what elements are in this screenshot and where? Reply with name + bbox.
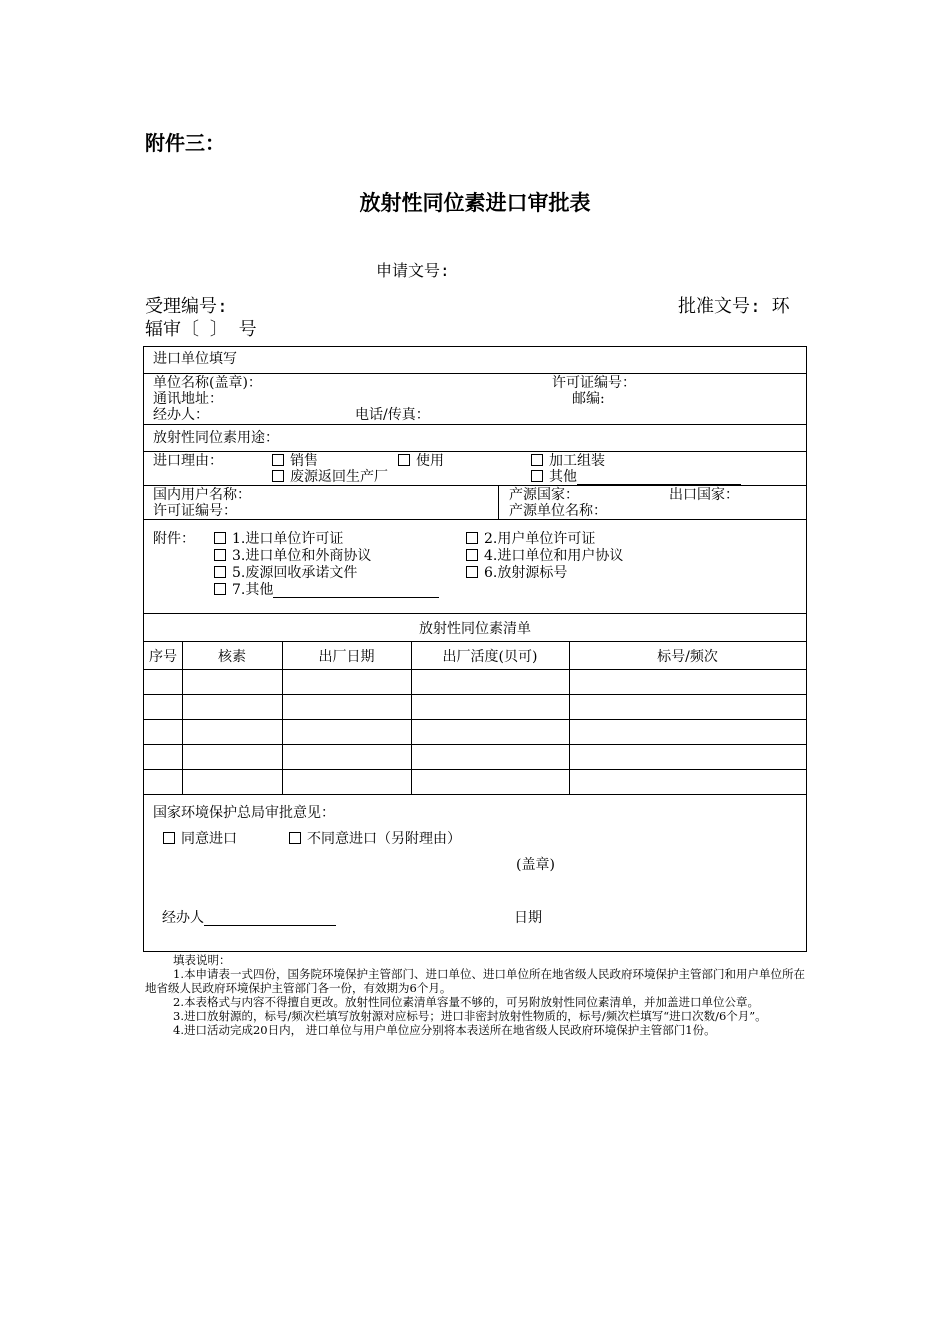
license-number-field[interactable]: 许可证编号：	[552, 375, 636, 391]
attachment-item[interactable]: 6.放射源标号	[466, 565, 567, 581]
domestic-user-field[interactable]: 国内用户名称：	[153, 487, 251, 503]
attachment-item[interactable]: 5.废源回收承诺文件	[214, 565, 357, 581]
checkbox-icon[interactable]	[531, 470, 543, 482]
handler-field[interactable]: 经办人：	[153, 407, 209, 423]
note-item: 4.进口活动完成20日内， 进口单位与用户单位应分别将本表送所在地省级人民政府环境保护主管部门1份。	[173, 1023, 716, 1037]
note-item: 1.本申请表一式四份，国务院环境保护主管部门、进口单位、进口单位所在地省级人民政府环境保护主管部门和用户单位所在地省级人民政府环境保护主管部门各一份，有效期为6个月。	[145, 967, 805, 995]
checkbox-icon[interactable]	[214, 549, 226, 561]
reason-option-sale[interactable]: 销售	[272, 453, 318, 469]
origin-country-field[interactable]: 产源国家：	[509, 487, 579, 503]
attachments-label: 附件：	[153, 531, 195, 547]
application-number-label: 申请文号:	[376, 261, 450, 280]
address-field[interactable]: 通讯地址：	[153, 391, 223, 407]
attachment-label: 附件三：	[145, 131, 225, 155]
checkbox-icon[interactable]	[272, 470, 284, 482]
postcode-field[interactable]: 邮编:	[572, 391, 605, 407]
acceptance-number-label: 受理编号:	[145, 296, 228, 317]
attachment-item[interactable]: 4.进口单位和用户协议	[466, 548, 623, 564]
checkbox-icon[interactable]	[531, 454, 543, 466]
checkbox-icon[interactable]	[214, 583, 226, 595]
disagree-option[interactable]: 不同意进口（另附理由）	[289, 831, 461, 847]
reason-label: 进口理由：	[153, 453, 223, 469]
filling-notes	[145, 953, 807, 1037]
approval-handler-field[interactable]: 经办人	[162, 910, 336, 926]
isotope-list-title: 放射性同位素清单	[419, 621, 531, 637]
agree-option[interactable]: 同意进口	[163, 831, 237, 847]
checkbox-icon[interactable]	[466, 549, 478, 561]
checkbox-icon[interactable]	[214, 566, 226, 578]
note-item: 2.本表格式与内容不得擅自更改。放射性同位素清单容量不够的，可另附放射性同位素清单，并加盖进口单位公章。	[173, 995, 759, 1009]
approval-opinion-label: 国家环境保护总局审批意见：	[153, 805, 335, 821]
attachment-item[interactable]: 3.进口单位和外商协议	[214, 548, 371, 564]
approval-number-label: 批准文号: 环	[678, 296, 790, 317]
radiation-review-label: 辐审〔 〕 号	[145, 319, 257, 340]
reason-option-other[interactable]: 其他	[531, 469, 741, 485]
column-header: 标号/频次	[657, 649, 718, 665]
checkbox-icon[interactable]	[466, 532, 478, 544]
checkbox-icon[interactable]	[289, 832, 301, 844]
checkbox-icon[interactable]	[163, 832, 175, 844]
attachment-item[interactable]: 1.进口单位许可证	[214, 531, 343, 547]
notes-title: 填表说明：	[173, 953, 231, 967]
attachment-item[interactable]: 7.其他	[214, 582, 439, 598]
column-header: 核素	[218, 649, 246, 665]
checkbox-icon[interactable]	[466, 566, 478, 578]
origin-unit-field[interactable]: 产源单位名称：	[509, 503, 607, 519]
column-header: 序号	[149, 649, 177, 665]
approval-date-field[interactable]: 日期	[514, 910, 542, 926]
checkbox-icon[interactable]	[272, 454, 284, 466]
reason-option-processing[interactable]: 加工组装	[531, 453, 605, 469]
checkbox-icon[interactable]	[214, 532, 226, 544]
unit-name-field[interactable]: 单位名称(盖章)：	[153, 375, 262, 391]
reason-option-use[interactable]: 使用	[398, 453, 444, 469]
seal-label: (盖章)	[516, 857, 555, 873]
usage-field[interactable]: 放射性同位素用途：	[153, 430, 279, 446]
note-item: 3.进口放射源的，标号/频次栏填写放射源对应标号；进口非密封放射性物质的，标号/频次栏填写“进口次数/6个月”。	[173, 1009, 767, 1023]
checkbox-icon[interactable]	[398, 454, 410, 466]
phone-fax-field[interactable]: 电话/传真：	[355, 407, 430, 423]
column-header: 出厂日期	[318, 649, 375, 665]
export-country-field[interactable]: 出口国家：	[669, 487, 739, 503]
importer-section-label: 进口单位填写	[153, 351, 237, 367]
approval-form-table	[143, 346, 807, 952]
reason-option-return[interactable]: 废源返回生产厂	[272, 469, 388, 485]
form-title: 放射性同位素进口审批表	[359, 190, 591, 215]
attachment-item[interactable]: 2.用户单位许可证	[466, 531, 595, 547]
column-header: 出厂活度(贝可)	[442, 649, 538, 665]
user-license-field[interactable]: 许可证编号：	[153, 503, 237, 519]
